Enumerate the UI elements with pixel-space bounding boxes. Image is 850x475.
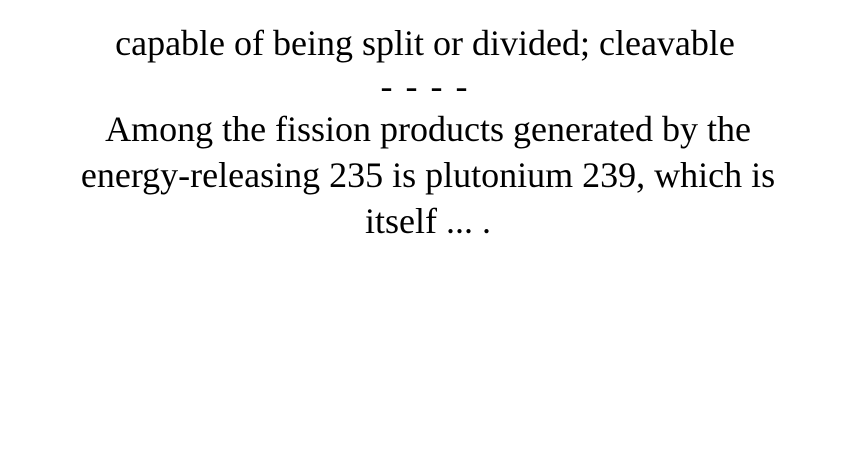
example-sentence: Among the fission products generated by the energy-releasing 235 is plutonium 239, which is itself ... . — [80, 109, 776, 241]
definition-text: capable of being split or divided; cleavable — [115, 23, 735, 63]
separator: - - - - — [380, 66, 470, 106]
